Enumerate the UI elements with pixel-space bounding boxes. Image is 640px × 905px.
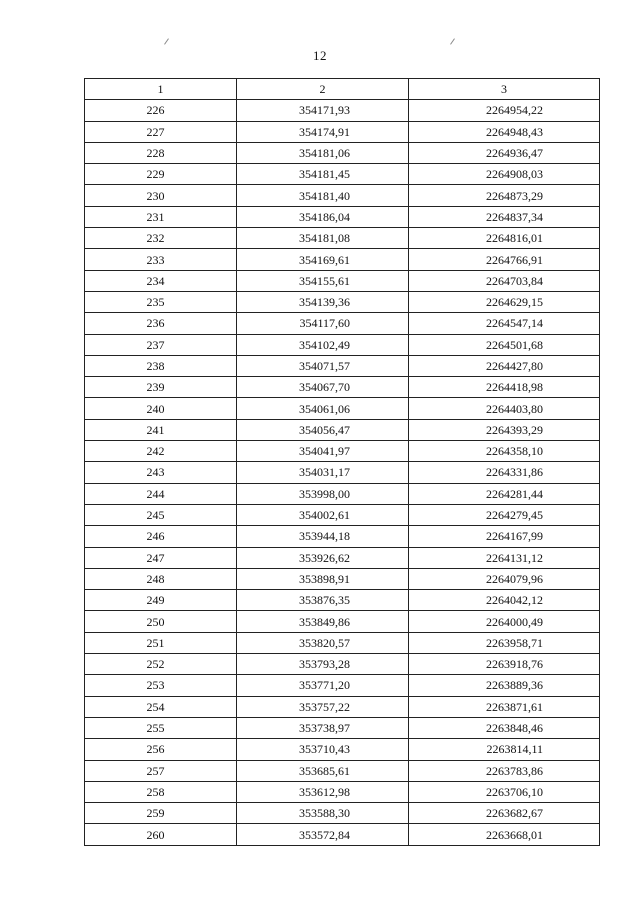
point-number-cell: 257	[85, 760, 237, 781]
point-number-cell: 251	[85, 632, 237, 653]
y-coordinate-cell: 2264766,91	[409, 249, 600, 270]
table-header-row	[85, 79, 600, 100]
table-row	[85, 824, 600, 845]
point-number-cell: 260	[85, 824, 237, 845]
table-row	[85, 547, 600, 568]
point-number-cell: 246	[85, 526, 237, 547]
table-row	[85, 249, 600, 270]
column-header: 1	[85, 79, 237, 100]
x-coordinate-cell: 353612,98	[237, 781, 409, 802]
y-coordinate-cell: 2264547,14	[409, 313, 600, 334]
x-coordinate-cell: 354002,61	[237, 504, 409, 525]
x-coordinate-cell: 353710,43	[237, 739, 409, 760]
x-coordinate-cell: 354071,57	[237, 355, 409, 376]
y-coordinate-cell: 2263706,10	[409, 781, 600, 802]
x-coordinate-cell: 353876,35	[237, 590, 409, 611]
y-coordinate-cell: 2264131,12	[409, 547, 600, 568]
y-coordinate-cell: 2264816,01	[409, 228, 600, 249]
table-row	[85, 291, 600, 312]
table-row	[85, 568, 600, 589]
point-number-cell: 242	[85, 441, 237, 462]
point-number-cell: 248	[85, 568, 237, 589]
table-row	[85, 142, 600, 163]
point-number-cell: 234	[85, 270, 237, 291]
y-coordinate-cell: 2263783,86	[409, 760, 600, 781]
x-coordinate-cell: 353820,57	[237, 632, 409, 653]
table-row	[85, 441, 600, 462]
y-coordinate-cell: 2264331,86	[409, 462, 600, 483]
point-number-cell: 241	[85, 419, 237, 440]
y-coordinate-cell: 2264908,03	[409, 164, 600, 185]
point-number-cell: 247	[85, 547, 237, 568]
x-coordinate-cell: 354102,49	[237, 334, 409, 355]
y-coordinate-cell: 2263668,01	[409, 824, 600, 845]
point-number-cell: 256	[85, 739, 237, 760]
x-coordinate-cell: 354186,04	[237, 206, 409, 227]
point-number-cell: 230	[85, 185, 237, 206]
y-coordinate-cell: 2264948,43	[409, 121, 600, 142]
y-coordinate-cell: 2264629,15	[409, 291, 600, 312]
x-coordinate-cell: 354061,06	[237, 398, 409, 419]
point-number-cell: 258	[85, 781, 237, 802]
point-number-cell: 255	[85, 717, 237, 738]
x-coordinate-cell: 353738,97	[237, 717, 409, 738]
y-coordinate-cell: 2264954,22	[409, 100, 600, 121]
point-number-cell: 250	[85, 611, 237, 632]
y-coordinate-cell: 2264501,68	[409, 334, 600, 355]
x-coordinate-cell: 354181,06	[237, 142, 409, 163]
table-row	[85, 334, 600, 355]
x-coordinate-cell: 354041,97	[237, 441, 409, 462]
table-row	[85, 526, 600, 547]
table-row	[85, 717, 600, 738]
x-coordinate-cell: 353849,86	[237, 611, 409, 632]
y-coordinate-cell: 2263889,36	[409, 675, 600, 696]
x-coordinate-cell: 354155,61	[237, 270, 409, 291]
point-number-cell: 226	[85, 100, 237, 121]
x-coordinate-cell: 354181,45	[237, 164, 409, 185]
x-coordinate-cell: 354181,08	[237, 228, 409, 249]
y-coordinate-cell: 2263918,76	[409, 654, 600, 675]
y-coordinate-cell: 2264079,96	[409, 568, 600, 589]
point-number-cell: 229	[85, 164, 237, 185]
point-number-cell: 227	[85, 121, 237, 142]
point-number-cell: 236	[85, 313, 237, 334]
table-row	[85, 611, 600, 632]
point-number-cell: 252	[85, 654, 237, 675]
table-body	[85, 100, 600, 845]
column-header: 2	[237, 79, 409, 100]
table-row	[85, 313, 600, 334]
table-row	[85, 781, 600, 802]
point-number-cell: 240	[85, 398, 237, 419]
x-coordinate-cell: 353685,61	[237, 760, 409, 781]
x-coordinate-cell: 354117,60	[237, 313, 409, 334]
table-row	[85, 504, 600, 525]
x-coordinate-cell: 353793,28	[237, 654, 409, 675]
point-number-cell: 245	[85, 504, 237, 525]
point-number-cell: 237	[85, 334, 237, 355]
x-coordinate-cell: 353588,30	[237, 803, 409, 824]
y-coordinate-cell: 2264042,12	[409, 590, 600, 611]
page-number: 12	[313, 48, 327, 63]
coordinates-table	[84, 78, 600, 846]
point-number-cell: 243	[85, 462, 237, 483]
y-coordinate-cell: 2263848,46	[409, 717, 600, 738]
y-coordinate-cell: 2264281,44	[409, 483, 600, 504]
table-row	[85, 121, 600, 142]
point-number-cell: 233	[85, 249, 237, 270]
scan-mark	[164, 38, 169, 44]
table-row	[85, 206, 600, 227]
table-row	[85, 760, 600, 781]
y-coordinate-cell: 2264167,99	[409, 526, 600, 547]
point-number-cell: 239	[85, 377, 237, 398]
table-row	[85, 419, 600, 440]
table-row	[85, 377, 600, 398]
y-coordinate-cell: 2264837,34	[409, 206, 600, 227]
table-row	[85, 675, 600, 696]
table-row	[85, 100, 600, 121]
y-coordinate-cell: 2264936,47	[409, 142, 600, 163]
y-coordinate-cell: 2264358,10	[409, 441, 600, 462]
column-header: 3	[409, 79, 600, 100]
y-coordinate-cell: 2264418,98	[409, 377, 600, 398]
y-coordinate-cell: 2263682,67	[409, 803, 600, 824]
table-row	[85, 696, 600, 717]
x-coordinate-cell: 353898,91	[237, 568, 409, 589]
x-coordinate-cell: 354056,47	[237, 419, 409, 440]
point-number-cell: 232	[85, 228, 237, 249]
x-coordinate-cell: 354067,70	[237, 377, 409, 398]
table-row	[85, 739, 600, 760]
scan-mark	[450, 38, 455, 44]
table-row	[85, 398, 600, 419]
table-row	[85, 185, 600, 206]
point-number-cell: 254	[85, 696, 237, 717]
point-number-cell: 238	[85, 355, 237, 376]
y-coordinate-cell: 2263871,61	[409, 696, 600, 717]
point-number-cell: 235	[85, 291, 237, 312]
x-coordinate-cell: 353998,00	[237, 483, 409, 504]
table-row	[85, 228, 600, 249]
y-coordinate-cell: 2263958,71	[409, 632, 600, 653]
x-coordinate-cell: 354171,93	[237, 100, 409, 121]
point-number-cell: 249	[85, 590, 237, 611]
table-row	[85, 590, 600, 611]
y-coordinate-cell: 2264000,49	[409, 611, 600, 632]
point-number-cell: 253	[85, 675, 237, 696]
y-coordinate-cell: 2264279,45	[409, 504, 600, 525]
x-coordinate-cell: 354181,40	[237, 185, 409, 206]
y-coordinate-cell: 2264403,80	[409, 398, 600, 419]
table-row	[85, 164, 600, 185]
point-number-cell: 228	[85, 142, 237, 163]
x-coordinate-cell: 354174,91	[237, 121, 409, 142]
y-coordinate-cell: 2263814,11	[409, 739, 600, 760]
x-coordinate-cell: 353757,22	[237, 696, 409, 717]
x-coordinate-cell: 353944,18	[237, 526, 409, 547]
table-row	[85, 462, 600, 483]
y-coordinate-cell: 2264393,29	[409, 419, 600, 440]
table-row	[85, 270, 600, 291]
point-number-cell: 259	[85, 803, 237, 824]
y-coordinate-cell: 2264703,84	[409, 270, 600, 291]
point-number-cell: 244	[85, 483, 237, 504]
table-row	[85, 654, 600, 675]
y-coordinate-cell: 2264427,80	[409, 355, 600, 376]
x-coordinate-cell: 353926,62	[237, 547, 409, 568]
x-coordinate-cell: 354169,61	[237, 249, 409, 270]
x-coordinate-cell: 354139,36	[237, 291, 409, 312]
point-number-cell: 231	[85, 206, 237, 227]
x-coordinate-cell: 353572,84	[237, 824, 409, 845]
table-row	[85, 632, 600, 653]
x-coordinate-cell: 353771,20	[237, 675, 409, 696]
x-coordinate-cell: 354031,17	[237, 462, 409, 483]
table-row	[85, 355, 600, 376]
y-coordinate-cell: 2264873,29	[409, 185, 600, 206]
table-row	[85, 483, 600, 504]
table-row	[85, 803, 600, 824]
